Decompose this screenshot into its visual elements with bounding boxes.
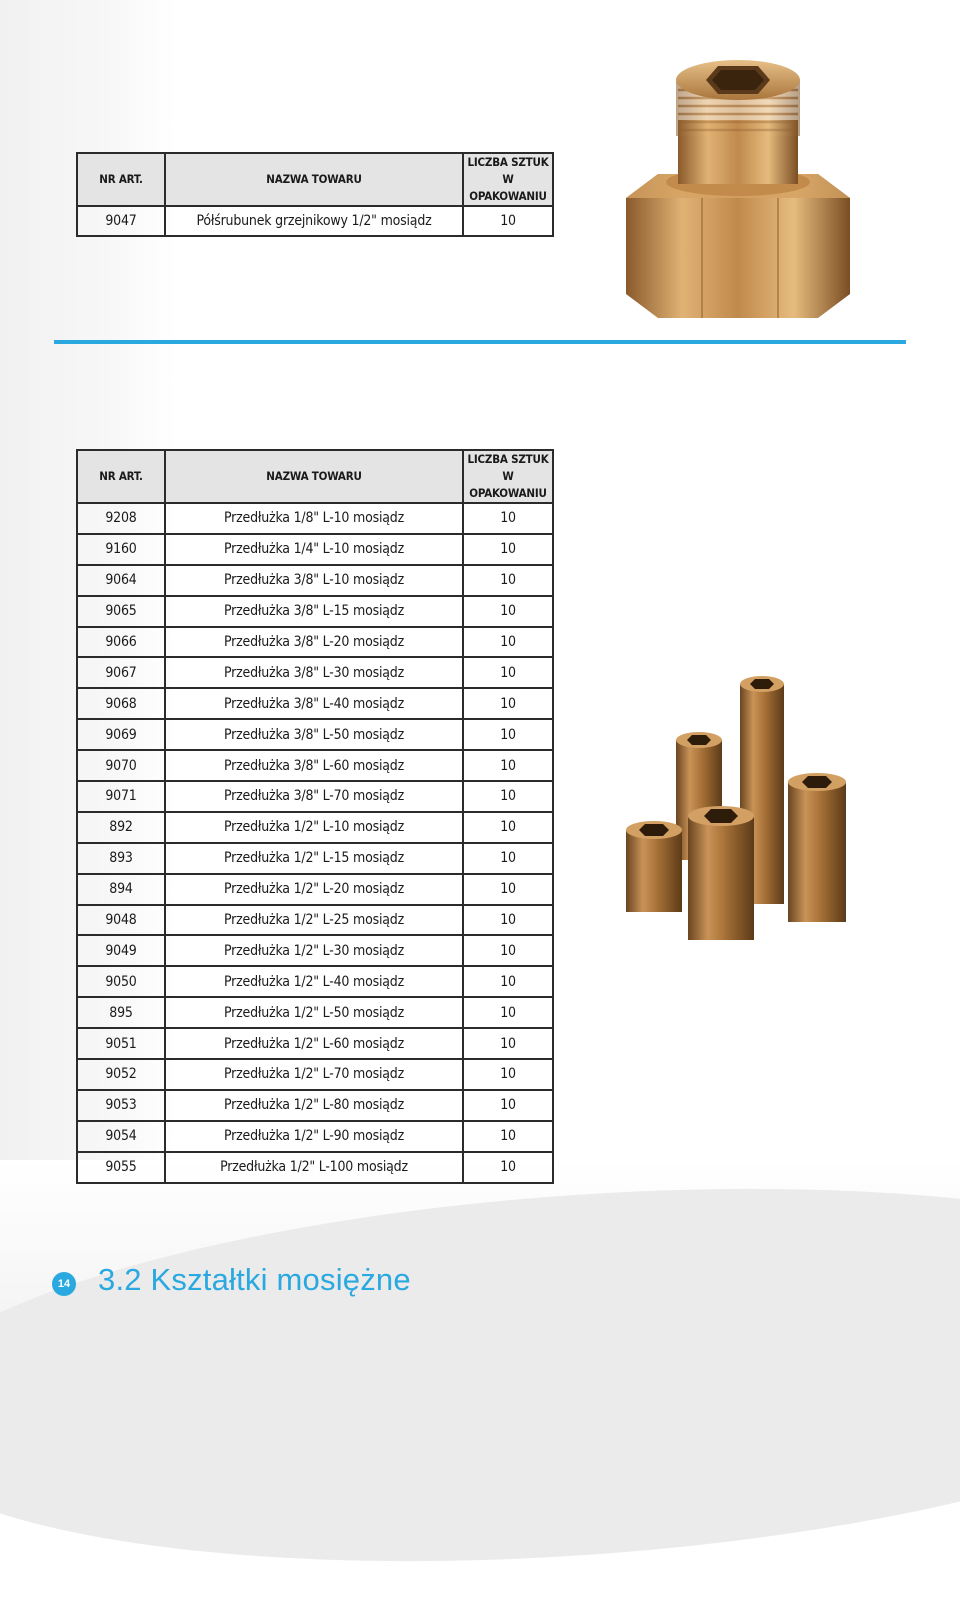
cell-code: 9050 [77,966,165,997]
cell-qty: 10 [463,657,553,688]
cell-name: Przedłużka 1/2" L-50 mosiądz [165,997,463,1028]
cell-qty: 10 [463,750,553,781]
cell-qty: 10 [463,1121,553,1152]
cell-qty: 10 [463,206,553,236]
cell-name: Przedłużka 1/4" L-10 mosiądz [165,534,463,565]
cell-code: 892 [77,812,165,843]
cell-qty: 10 [463,843,553,874]
table-row [77,688,553,719]
extension-right [788,773,846,922]
product-table-2 [76,449,554,1184]
cell-name: Przedłużka 3/8" L-50 mosiądz [165,719,463,750]
table-row [77,719,553,750]
cell-code: 9054 [77,1121,165,1152]
table-row [77,534,553,565]
header-name: NAZWA TOWARU [165,450,463,503]
cell-code: 9208 [77,503,165,534]
table-row [77,1121,553,1152]
table-row [77,565,553,596]
table-row [77,627,553,658]
header-code: NR ART. [77,450,165,503]
cell-name: Przedłużka 3/8" L-15 mosiądz [165,596,463,627]
cell-code: 9066 [77,627,165,658]
table-row [77,206,553,236]
extension-short [626,821,682,912]
cell-code: 9048 [77,905,165,936]
cell-code: 894 [77,874,165,905]
header-qty-line2: W OPAKOWANIU [469,469,547,500]
table-row [77,966,553,997]
table-row [77,997,553,1028]
cell-name: Przedłużka 1/2" L-40 mosiądz [165,966,463,997]
cell-name: Przedłużka 1/2" L-25 mosiądz [165,905,463,936]
cell-name: Przedłużka 3/8" L-20 mosiądz [165,627,463,658]
header-qty-line1: LICZBA SZTUK [467,155,549,169]
cell-name: Przedłużka 1/8" L-10 mosiądz [165,503,463,534]
product-table-1 [76,152,554,237]
cell-code: 9068 [77,688,165,719]
table-row [77,935,553,966]
header-qty-line2: W OPAKOWANIU [469,172,547,203]
page-number-badge: 14 [52,1272,76,1296]
cell-qty: 10 [463,1028,553,1059]
cell-qty: 10 [463,812,553,843]
cell-qty: 10 [463,935,553,966]
cell-qty: 10 [463,997,553,1028]
cell-code: 895 [77,997,165,1028]
header-qty [463,153,553,206]
cell-qty: 10 [463,874,553,905]
cell-name: Przedłużka 1/2" L-15 mosiądz [165,843,463,874]
cell-code: 9067 [77,657,165,688]
header-qty [463,450,553,503]
cell-name: Przedłużka 3/8" L-40 mosiądz [165,688,463,719]
table-header-row [77,450,553,503]
cell-qty: 10 [463,1090,553,1121]
cell-code: 9160 [77,534,165,565]
cell-qty: 10 [463,627,553,658]
cell-code: 9065 [77,596,165,627]
cell-qty: 10 [463,719,553,750]
table-row [77,1152,553,1183]
table-header-row [77,153,553,206]
table-row [77,843,553,874]
table-row [77,1090,553,1121]
header-code: NR ART. [77,153,165,206]
table-row [77,596,553,627]
brass-half-union-photo [618,50,858,322]
cell-code: 9071 [77,781,165,812]
cell-code: 9047 [77,206,165,236]
cell-qty: 10 [463,596,553,627]
cell-name: Przedłużka 1/2" L-20 mosiądz [165,874,463,905]
cell-name: Przedłużka 1/2" L-60 mosiądz [165,1028,463,1059]
cell-name: Półśrubunek grzejnikowy 1/2" mosiądz [165,206,463,236]
cell-qty: 10 [463,1152,553,1183]
cell-name: Przedłużka 1/2" L-70 mosiądz [165,1059,463,1090]
cell-code: 9070 [77,750,165,781]
cell-code: 9069 [77,719,165,750]
cell-qty: 10 [463,688,553,719]
cell-name: Przedłużka 1/2" L-80 mosiądz [165,1090,463,1121]
cell-name: Przedłużka 1/2" L-100 mosiądz [165,1152,463,1183]
cell-qty: 10 [463,565,553,596]
cell-qty: 10 [463,966,553,997]
cell-qty: 10 [463,1059,553,1090]
header-name: NAZWA TOWARU [165,153,463,206]
cell-name: Przedłużka 1/2" L-10 mosiądz [165,812,463,843]
cell-qty: 10 [463,781,553,812]
cell-code: 893 [77,843,165,874]
section-title: 3.2 Kształtki mosiężne [98,1262,411,1297]
section-divider [54,340,906,344]
cell-name: Przedłużka 3/8" L-30 mosiądz [165,657,463,688]
cell-name: Przedłużka 3/8" L-70 mosiądz [165,781,463,812]
table-row [77,874,553,905]
table-row [77,657,553,688]
brass-extensions-photo [616,670,852,946]
cell-qty: 10 [463,503,553,534]
table-row [77,781,553,812]
cell-code: 9052 [77,1059,165,1090]
cell-code: 9064 [77,565,165,596]
cell-name: Przedłużka 3/8" L-10 mosiądz [165,565,463,596]
table-row [77,812,553,843]
header-qty-line1: LICZBA SZTUK [467,452,549,466]
cell-name: Przedłużka 1/2" L-30 mosiądz [165,935,463,966]
extension-front [688,806,754,940]
cell-name: Przedłużka 3/8" L-60 mosiądz [165,750,463,781]
cell-qty: 10 [463,905,553,936]
table-row [77,503,553,534]
table-row [77,1028,553,1059]
cell-qty: 10 [463,534,553,565]
table-row [77,750,553,781]
table-row [77,905,553,936]
cell-name: Przedłużka 1/2" L-90 mosiądz [165,1121,463,1152]
table-row [77,1059,553,1090]
cell-code: 9055 [77,1152,165,1183]
cell-code: 9049 [77,935,165,966]
cell-code: 9051 [77,1028,165,1059]
cell-code: 9053 [77,1090,165,1121]
